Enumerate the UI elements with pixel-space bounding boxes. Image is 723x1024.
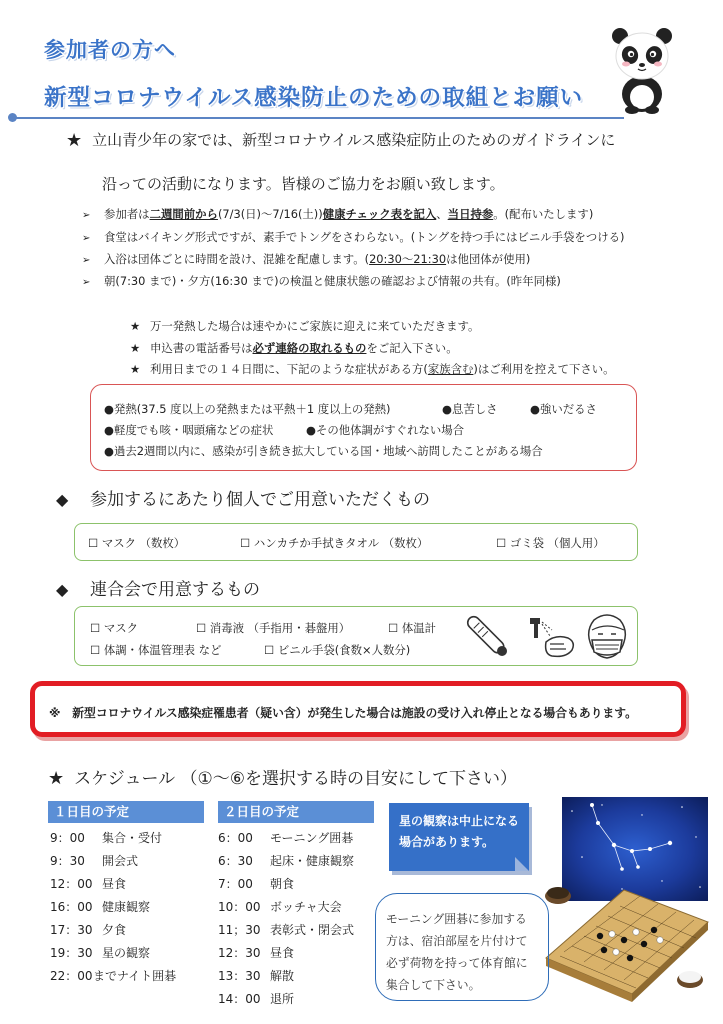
federation-item-health-sheet: ☐ 体調・体温管理表 など (90, 643, 222, 657)
federation-item-mask: ☐ マスク (90, 621, 139, 635)
page-title-line1: 参加者の方へ (44, 38, 176, 62)
intro-line1: ★ 立山青少年の家では、新型コロナウイルス感染症防止のためのガイドラインに (66, 130, 616, 151)
day1-row: 9：00 集合・受付 (50, 831, 163, 845)
day2-row: 6：00 モーニング囲碁 (218, 831, 354, 845)
federation-item-sanitizer: ☐ 消毒液 （手指用・碁盤用） (196, 621, 351, 635)
intro-line2: 沿っての活動になります。皆様のご協力をお願い致します。 (102, 175, 505, 193)
personal-item-towel: ☐ ハンカチか手拭きタオル （数枚） (240, 536, 429, 550)
day1-row: 17：30 夕食 (50, 923, 127, 937)
bullet-item: ➢ 参加者は二週間前から(7/3(日)～7/16(土))健康チェック表を記入、当日持参。(配布いたします) (82, 207, 594, 221)
day1-row: 22：00までナイト囲碁 (50, 969, 177, 983)
masked-face-icon (584, 612, 630, 662)
diamond-icon: ◆ (56, 490, 69, 509)
star-icon: ★ (130, 341, 141, 355)
federation-heading: ◆ 連合会で用意するもの (56, 580, 260, 600)
header-rule (14, 117, 624, 119)
personal-item-bag: ☐ ゴミ袋 （個人用） (496, 536, 605, 550)
arrow-marker-icon: ➢ (82, 210, 91, 221)
warning-text: ※ 新型コロナウイルス感染症罹患者（疑い含）が発生した場合は施設の受け入れ停止となる場合もあります。 (49, 706, 637, 720)
sub-note: ★ 申込書の電話番号は必ず連絡の取れるものをご記入下さい。 (130, 341, 458, 355)
symptom-fatigue: ●強いだるさ (530, 402, 597, 416)
day1-row: 16：00 健康観察 (50, 900, 151, 914)
star-icon: ★ (66, 130, 83, 151)
day2-row: 14：00 退所 (218, 992, 295, 1006)
thermometer-icon (464, 614, 516, 664)
page-title-line2: 新型コロナウイルス感染防止のための取組とお願い (44, 85, 584, 111)
bullet-item: ➢ 入浴は団体ごとに時間を設け、混雑を配慮します。(20:30～21:30は他団体が使用) (82, 252, 531, 266)
day2-row: 10：00 ボッチャ大会 (218, 900, 342, 914)
symptom-travel: ●過去2週間以内に、感染が引き続き拡大している国・地域へ訪問したことがある場合 (104, 444, 543, 458)
sub-note: ★ 利用日までの１４日間に、下記のような症状がある方(家族含む)はご利用を控えて下さい。 (130, 362, 615, 376)
federation-item-gloves: ☐ ビニル手袋(食数×人数分) (264, 643, 411, 657)
star-icon: ★ (130, 362, 141, 376)
federation-item-thermometer: ☐ 体温計 (388, 621, 437, 635)
personal-item-mask: ☐ マスク （数枚） (88, 536, 186, 550)
personal-heading: ◆ 参加するにあたり個人でご用意いただくもの (56, 490, 430, 510)
star-icon: ★ (48, 768, 65, 789)
symptom-cough: ●軽度でも咳・咽頭痛などの症状 (104, 423, 274, 437)
bullet-item: ➢ 朝(7:30 まで)・夕方(16:30 まで)の検温と健康状態の確認および情報の共有。(昨年同様) (82, 274, 561, 288)
arrow-marker-icon: ➢ (82, 255, 91, 266)
arrow-marker-icon: ➢ (82, 233, 91, 244)
day2-row: 12：30 昼食 (218, 946, 295, 960)
arrow-marker-icon: ➢ (82, 277, 91, 288)
star-observation-note: 星の観察は中止になる 場合があります。 (389, 803, 529, 871)
panda-mascot-icon (606, 24, 678, 114)
day1-header: １日目の予定 (48, 801, 204, 823)
symptom-fever: ●発熱(37.5 度以上の発熱または平熱＋1 度以上の発熱) (104, 402, 391, 416)
day2-row: 7：00 朝食 (218, 877, 295, 891)
sub-note: ★ 万一発熱した場合は速やかにご家族に迎えに来ていただきます。 (130, 319, 480, 333)
star-icon: ★ (130, 319, 141, 333)
day2-row: 6：30 起床・健康観察 (218, 854, 355, 868)
bullet-item: ➢ 食堂はバイキング形式ですが、素手でトングをさわらない。(トングを持つ手にはビニル手袋をつける) (82, 230, 625, 244)
diamond-icon: ◆ (56, 580, 69, 599)
go-board-icon (540, 876, 712, 1004)
day1-row: 12：00 昼食 (50, 877, 127, 891)
day2-row: 13：30 解散 (218, 969, 295, 983)
morning-go-note: モーニング囲碁に参加する 方は、宿泊部屋を片付けて 必ず荷物を持って体育館に 集合して下さい。 (375, 893, 549, 1001)
day1-row: 19：30 星の観察 (50, 946, 151, 960)
hand-sanitizer-icon (526, 614, 578, 662)
day1-row: 9：30 開会式 (50, 854, 139, 868)
symptom-other: ●その他体調がすぐれない場合 (306, 423, 465, 437)
day2-header: ２日目の予定 (218, 801, 374, 823)
day2-row: 11；30 表彰式・閉会式 (218, 923, 355, 937)
schedule-heading: ★ スケジュール （①～⑥を選択する時の目安にして下さい） (48, 768, 518, 789)
symptom-breath: ●息苦しさ (442, 402, 498, 416)
